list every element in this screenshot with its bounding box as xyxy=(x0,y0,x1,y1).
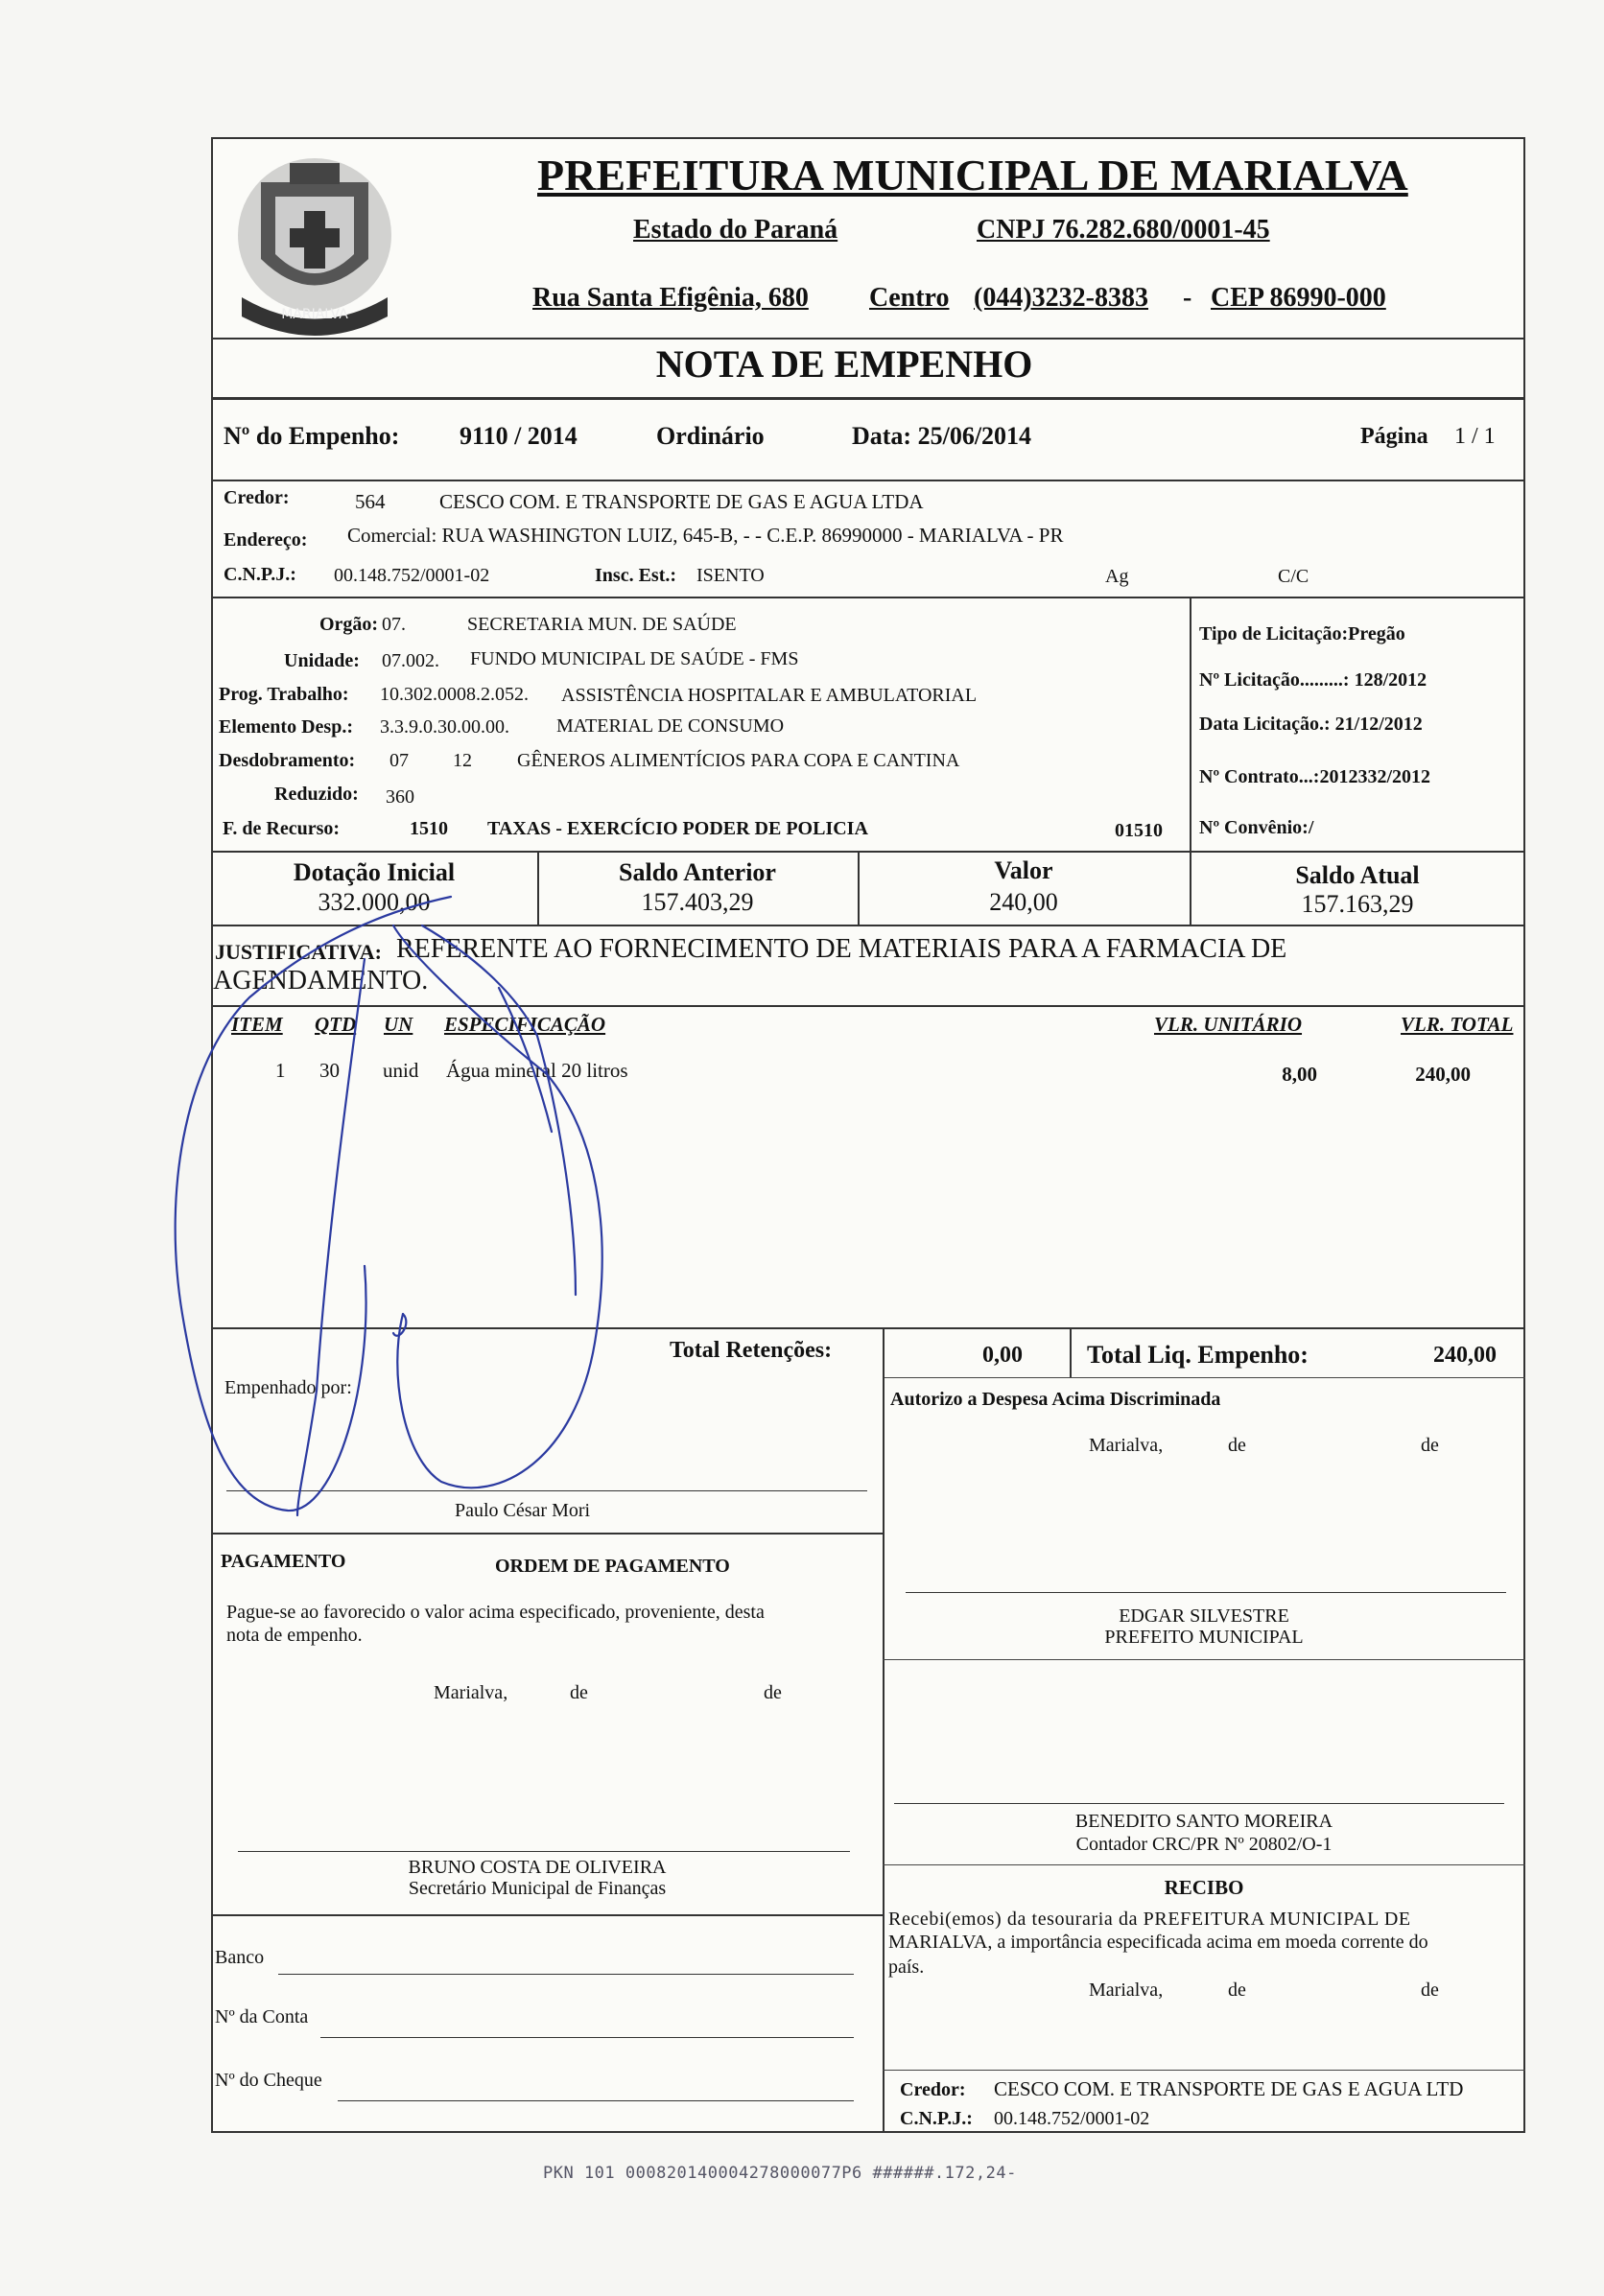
reduzido-label: Reduzido: xyxy=(274,784,359,805)
phone: (044)3232-8383 xyxy=(974,283,1148,313)
col-header-unit-price: VLR. UNITÁRIO xyxy=(1154,1013,1303,1036)
autorizo-label: Autorizo a Despesa Acima Discriminada xyxy=(890,1389,1221,1410)
recibo-de-1: de xyxy=(1228,1980,1246,2001)
empenhado-label: Empenhado por: xyxy=(224,1377,352,1398)
credor-cnpj: 00.148.752/0001-02 xyxy=(334,565,490,586)
valor-label: Valor xyxy=(994,856,1053,884)
desdobramento-name: GÊNEROS ALIMENTÍCIOS PARA COPA E CANTINA xyxy=(517,750,960,771)
row-un: unid xyxy=(383,1059,419,1082)
saldo-atual-value: 157.163,29 xyxy=(1301,890,1414,918)
saldo-anterior-label: Saldo Anterior xyxy=(619,858,776,886)
total-liquido-label: Total Liq. Empenho: xyxy=(1087,1341,1309,1369)
justificativa-line2: AGENDAMENTO. xyxy=(213,966,429,996)
fonte-name: TAXAS - EXERCÍCIO PODER DE POLICIA xyxy=(487,818,868,839)
saldo-atual-label: Saldo Atual xyxy=(1295,861,1420,889)
pagamento-label: PAGAMENTO xyxy=(221,1551,346,1572)
empenho-date: Data: 25/06/2014 xyxy=(852,422,1032,450)
district: Centro xyxy=(869,283,950,313)
empenho-number-label: Nº do Empenho: xyxy=(224,422,400,450)
orgao-name: SECRETARIA MUN. DE SAÚDE xyxy=(467,614,737,635)
reduzido-value: 360 xyxy=(386,786,414,808)
credor-name: CESCO COM. E TRANSPORTE DE GAS E AGUA LTDA xyxy=(439,490,924,513)
desdobramento-b: 12 xyxy=(453,750,472,771)
recibo-text-3: país. xyxy=(888,1956,925,1978)
col-header-total: VLR. TOTAL xyxy=(1401,1013,1514,1036)
authentication-stamp: PKN 101 000820140004278000077P6 ######.172,24- xyxy=(543,2164,1017,2183)
row-spec: Água mineral 20 litros xyxy=(446,1059,628,1082)
empenho-type: Ordinário xyxy=(656,422,765,450)
autorizo-place: Marialva, xyxy=(1089,1435,1164,1456)
contador-role: Contador CRC/PR Nº 20802/O-1 xyxy=(1075,1834,1333,1855)
conta-label: Nº da Conta xyxy=(215,2006,309,2027)
licitacao-tipo: Tipo de Licitação:Pregão xyxy=(1199,623,1405,644)
recibo-cnpj-label: C.N.P.J.: xyxy=(900,2108,973,2129)
row-total: 240,00 xyxy=(1415,1063,1471,1086)
total-liquido-value: 240,00 xyxy=(1433,1343,1497,1368)
col-header-un: UN xyxy=(384,1013,413,1036)
pagamento-de-1: de xyxy=(570,1682,588,1703)
municipality-title: PREFEITURA MUNICIPAL DE MARIALVA xyxy=(537,151,1408,199)
unidade-code: 07.002. xyxy=(382,650,439,671)
svg-text:MARIALVA: MARIALVA xyxy=(281,307,348,322)
desdobramento-a: 07 xyxy=(389,750,409,771)
agency-label: Ag xyxy=(1105,566,1129,587)
secretario-role: Secretário Municipal de Finanças xyxy=(408,1878,667,1899)
prefeito-name: EDGAR SILVESTRE xyxy=(1119,1605,1289,1627)
recibo-title: RECIBO xyxy=(1164,1876,1244,1899)
recibo-text-2: MARIALVA, a importância especificada acima em moeda corrente do xyxy=(888,1932,1428,1953)
convenio-numero: Nº Convênio:/ xyxy=(1199,817,1314,838)
dotacao-inicial-value: 332.000,00 xyxy=(318,888,431,916)
street-address: Rua Santa Efigênia, 680 xyxy=(532,283,809,313)
credor-address: Comercial: RUA WASHINGTON LUIZ, 645-B, - - C.E.P. 86990000 - MARIALVA - PR xyxy=(347,524,1064,547)
insc-label: Insc. Est.: xyxy=(595,565,677,586)
empenho-number: 9110 / 2014 xyxy=(460,422,578,450)
row-item: 1 xyxy=(275,1059,286,1082)
col-header-qtd: QTD xyxy=(315,1013,357,1036)
elemento-name: MATERIAL DE CONSUMO xyxy=(556,715,785,737)
prog-code: 10.302.0008.2.052. xyxy=(380,684,529,705)
row-qtd: 30 xyxy=(319,1059,340,1082)
empenhado-name: Paulo César Mori xyxy=(455,1500,591,1521)
elemento-code: 3.3.9.0.30.00.00. xyxy=(380,716,509,738)
pagamento-text-2: nota de empenho. xyxy=(226,1625,363,1646)
credor-label: Credor: xyxy=(224,487,290,508)
unidade-name: FUNDO MUNICIPAL DE SAÚDE - FMS xyxy=(470,648,799,669)
orgao-code: 07. xyxy=(382,614,406,635)
cheque-label: Nº do Cheque xyxy=(215,2070,322,2091)
saldo-anterior-value: 157.403,29 xyxy=(641,888,754,916)
fonte-label: F. de Recurso: xyxy=(223,818,341,839)
dotacao-inicial-label: Dotação Inicial xyxy=(293,858,456,886)
page-value: 1 / 1 xyxy=(1454,424,1496,449)
secretario-name: BRUNO COSTA DE OLIVEIRA xyxy=(408,1857,667,1878)
separator-dash: - xyxy=(1183,283,1192,313)
credor-code: 564 xyxy=(355,490,386,513)
unidade-label: Unidade: xyxy=(284,650,360,671)
account-label: C/C xyxy=(1278,566,1309,587)
credor-cnpj-label: C.N.P.J.: xyxy=(224,564,296,585)
municipality-cnpj: CNPJ 76.282.680/0001-45 xyxy=(977,215,1270,245)
recibo-credor-name: CESCO COM. E TRANSPORTE DE GAS E AGUA LTD xyxy=(994,2077,1464,2100)
recibo-cnpj-value: 00.148.752/0001-02 xyxy=(994,2108,1150,2129)
retencoes-value: 0,00 xyxy=(982,1343,1023,1368)
recibo-de-2: de xyxy=(1421,1980,1439,2001)
licitacao-numero: Nº Licitação.........: 128/2012 xyxy=(1199,669,1427,691)
pagamento-place: Marialva, xyxy=(434,1682,508,1703)
state-name: Estado do Paraná xyxy=(633,215,838,245)
prog-label: Prog. Trabalho: xyxy=(219,684,349,705)
elemento-label: Elemento Desp.: xyxy=(219,716,353,738)
pagamento-text-1: Pague-se ao favorecido o valor acima especificado, proveniente, desta xyxy=(226,1602,765,1623)
insc-value: ISENTO xyxy=(696,565,765,586)
recibo-credor-label: Credor: xyxy=(900,2079,966,2100)
address-label: Endereço: xyxy=(224,529,308,551)
prog-name: ASSISTÊNCIA HOSPITALAR E AMBULATORIAL xyxy=(561,685,978,706)
contrato-numero: Nº Contrato...:2012332/2012 xyxy=(1199,766,1431,787)
ordem-pagamento-label: ORDEM DE PAGAMENTO xyxy=(495,1556,730,1577)
cep: CEP 86990-000 xyxy=(1211,283,1386,313)
justificativa-label: JUSTIFICATIVA: xyxy=(215,940,383,964)
recibo-text-1: Recebi(emos) da tesouraria da PREFEITURA MUNICIPAL DE xyxy=(888,1909,1411,1930)
autorizo-de-2: de xyxy=(1421,1435,1439,1456)
col-header-item: ITEM xyxy=(231,1013,283,1036)
pagamento-de-2: de xyxy=(764,1682,782,1703)
justificativa-line1: REFERENTE AO FORNECIMENTO DE MATERIAIS PARA A FARMACIA DE xyxy=(396,934,1287,964)
page-label: Página xyxy=(1360,424,1428,449)
fonte-number: 01510 xyxy=(1115,820,1163,841)
row-unit-price: 8,00 xyxy=(1282,1063,1317,1086)
recibo-place: Marialva, xyxy=(1089,1980,1164,2001)
desdobramento-label: Desdobramento: xyxy=(219,750,356,771)
retencoes-label: Total Retenções: xyxy=(670,1338,833,1363)
contador-name: BENEDITO SANTO MOREIRA xyxy=(1074,1811,1333,1832)
col-header-spec: ESPECIFICAÇÃO xyxy=(444,1013,606,1036)
valor-value: 240,00 xyxy=(989,888,1058,916)
fonte-code: 1510 xyxy=(410,818,448,839)
banco-label: Banco xyxy=(215,1947,265,1968)
licitacao-data: Data Licitação.: 21/12/2012 xyxy=(1199,714,1423,735)
document-title: NOTA DE EMPENHO xyxy=(655,342,1033,386)
autorizo-de-1: de xyxy=(1228,1435,1246,1456)
orgao-label: Orgão: xyxy=(319,614,379,635)
prefeito-role: PREFEITO MUNICIPAL xyxy=(1104,1627,1304,1648)
